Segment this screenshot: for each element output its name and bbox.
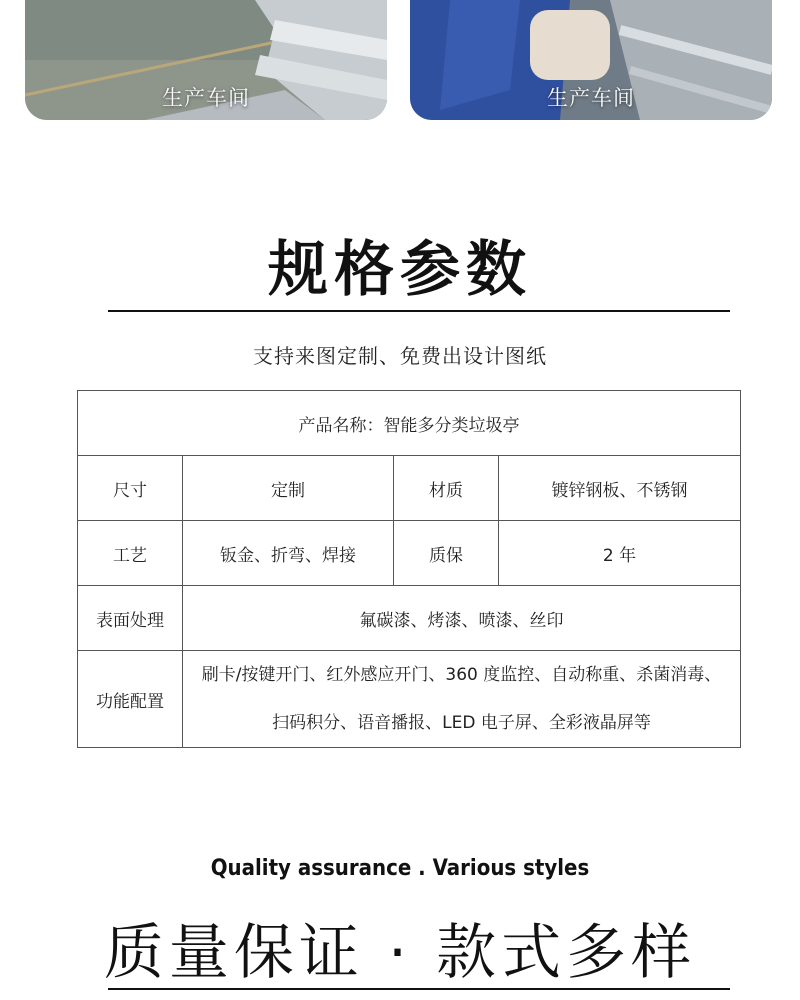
size-value: 定制: [183, 456, 394, 521]
surface-value: 氟碳漆、烤漆、喷漆、丝印: [183, 586, 741, 651]
quality-divider: [108, 988, 730, 990]
size-label: 尺寸: [78, 456, 183, 521]
craft-label: 工艺: [78, 521, 183, 586]
quality-english-heading: Quality assurance . Various styles: [210, 856, 590, 881]
material-label: 材质: [394, 456, 499, 521]
factory-photo-left: [25, 0, 387, 120]
warranty-value: 2 年: [499, 521, 741, 586]
surface-label: 表面处理: [78, 586, 183, 651]
photo-caption: 生产车间: [162, 86, 250, 110]
table-row: [78, 521, 741, 586]
table-row: [78, 456, 741, 521]
craft-value: 钣金、折弯、焊接: [183, 521, 394, 586]
welding-photo-right: [410, 0, 772, 120]
function-line-1: 刷卡/按键开门、红外感应开门、360 度监控、自动称重、杀菌消毒、: [201, 665, 722, 685]
title-divider: [108, 310, 730, 312]
table-row: [78, 651, 741, 748]
product-name-cell: 产品名称：智能多分类垃圾亭: [78, 391, 741, 456]
function-value: [183, 651, 741, 748]
photo-caption: 生产车间: [547, 86, 635, 110]
spec-title: 规格参数: [268, 235, 532, 305]
function-line-2: 扫码积分、语音播报、LED 电子屏、全彩液晶屏等: [272, 713, 651, 733]
quality-chinese-heading: 质量保证 · 款式多样: [103, 918, 697, 988]
material-value: 镀锌钢板、不锈钢: [499, 456, 741, 521]
function-label: 功能配置: [78, 651, 183, 748]
spec-subtitle: 支持来图定制、免费出设计图纸: [253, 344, 547, 368]
warranty-label: 质保: [394, 521, 499, 586]
spec-table: [77, 390, 741, 748]
table-row: [78, 586, 741, 651]
table-row: [78, 391, 741, 456]
